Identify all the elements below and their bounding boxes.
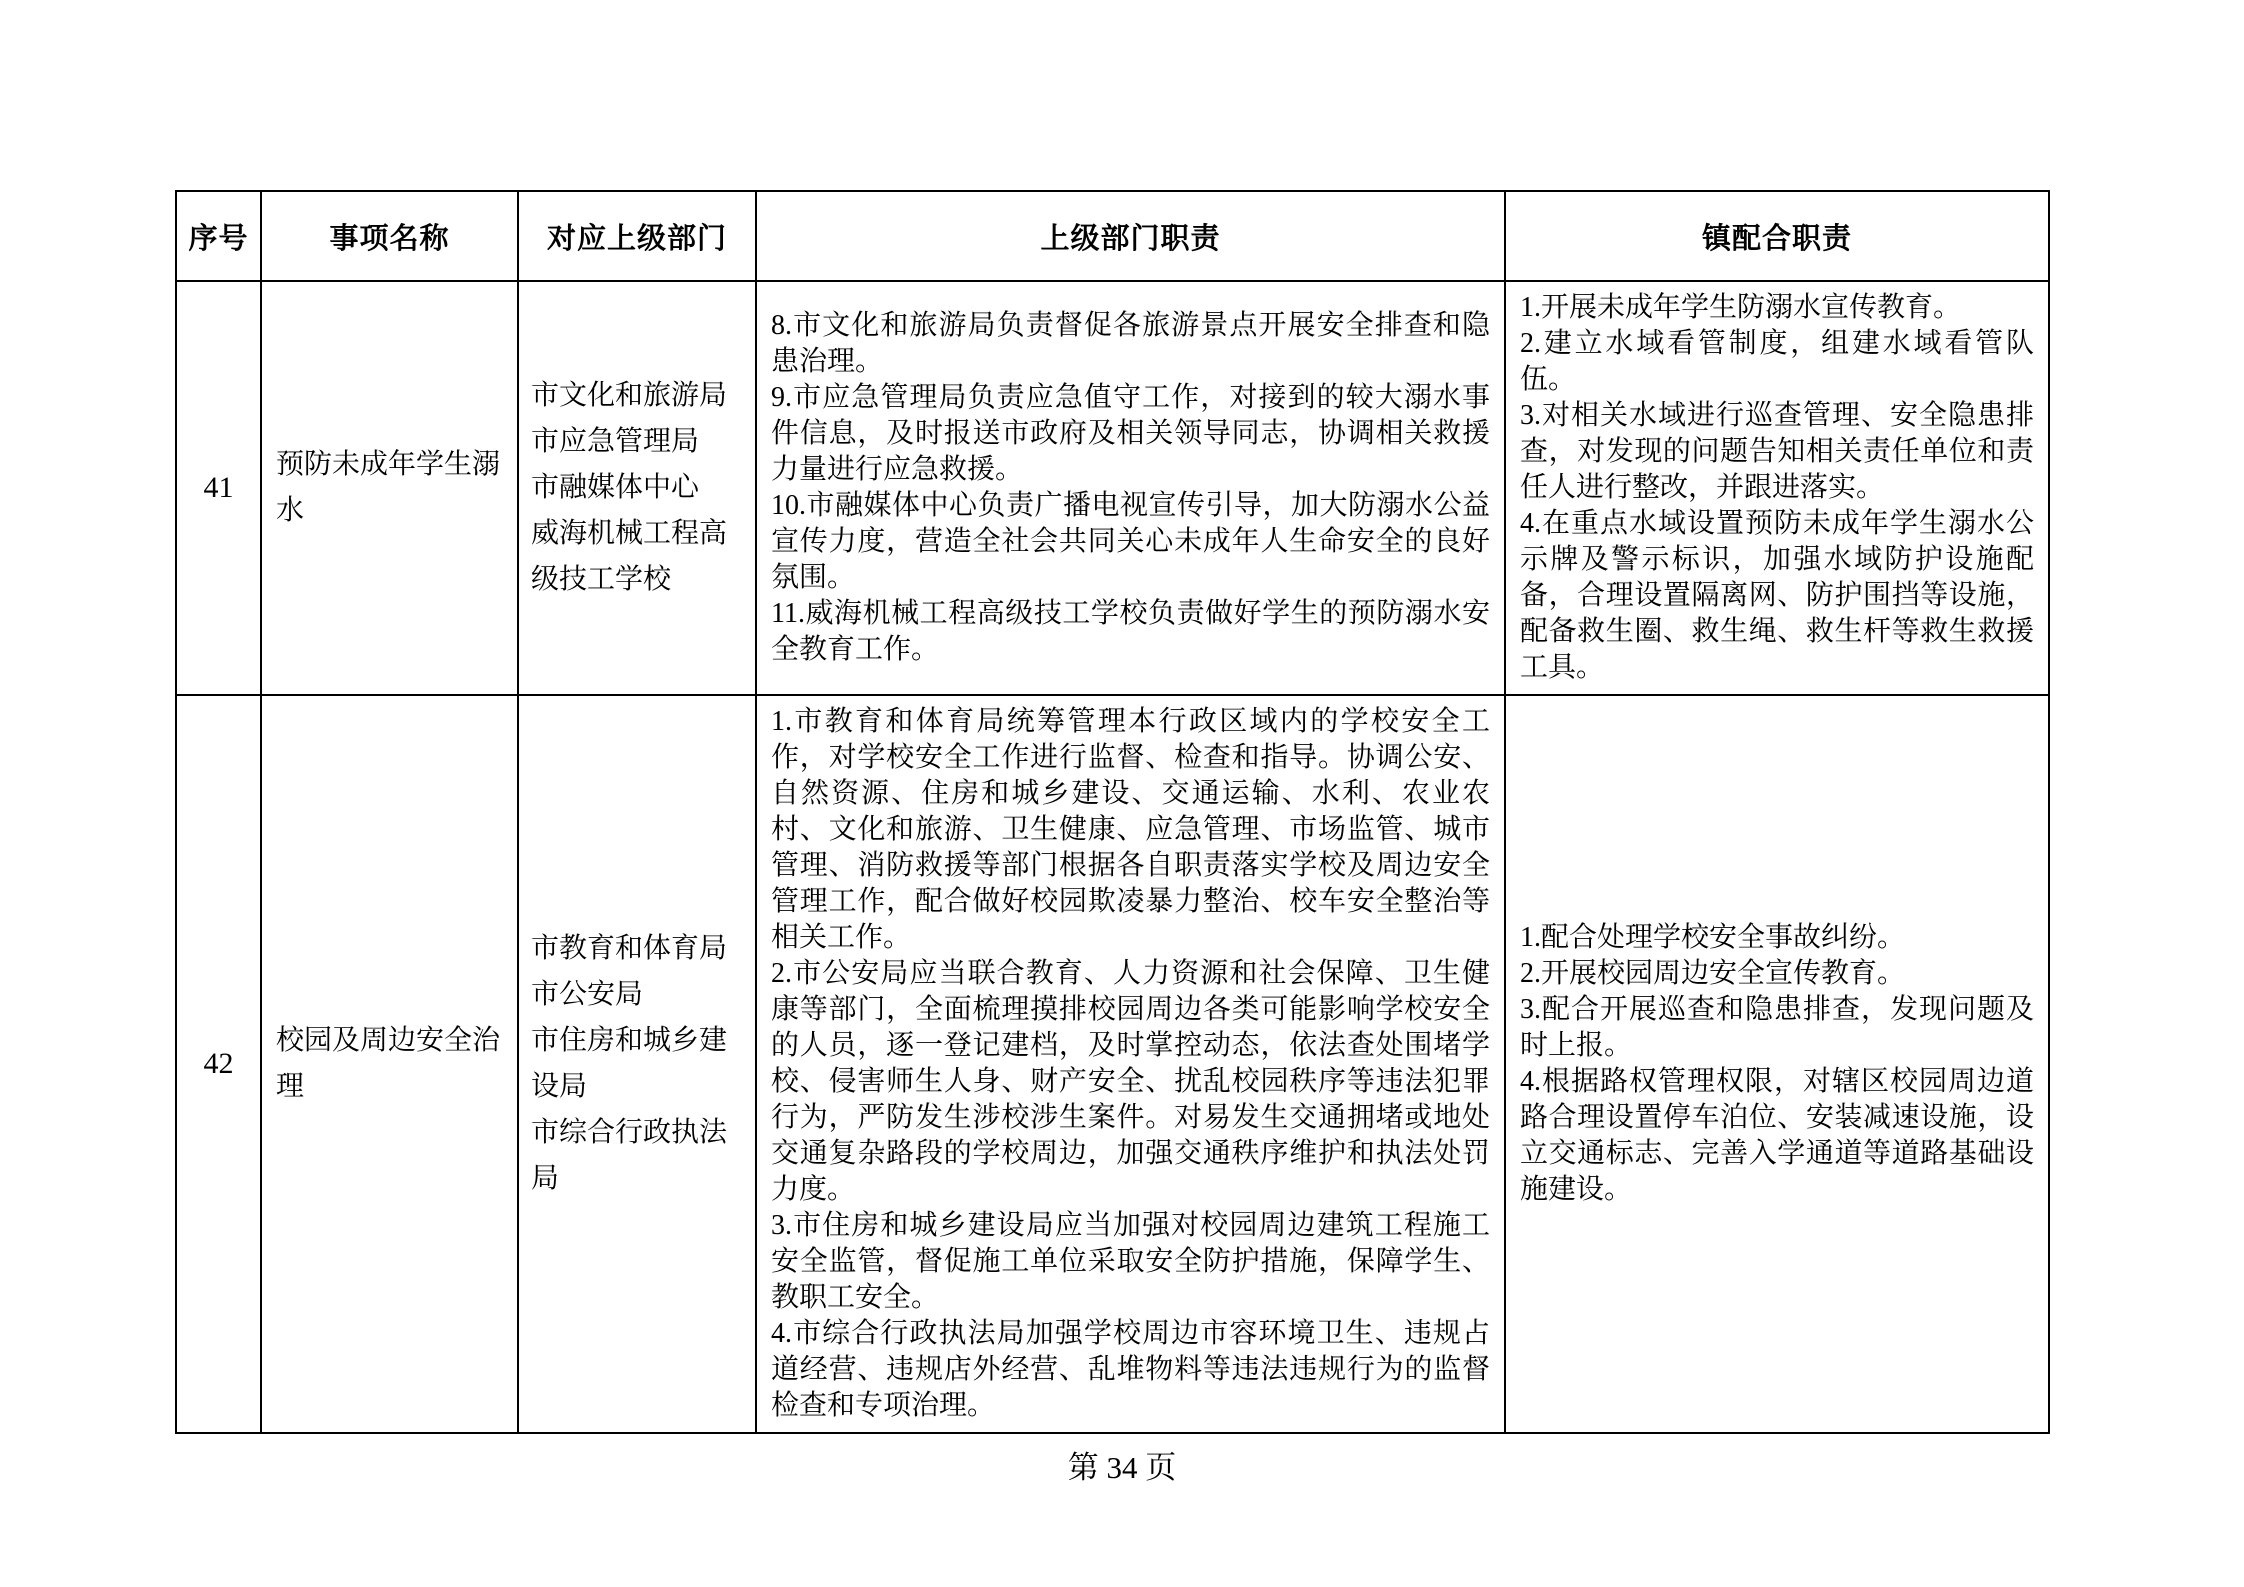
- header-town-duties: 镇配合职责: [1505, 191, 2049, 281]
- superior-duties-cell: [756, 281, 1505, 695]
- superior-duty-paragraph: 9.市应急管理局负责应急值守工作，对接到的较大溺水事件信息，及时报送市政府及相关领导同志，协调相关救援力量进行应急救援。: [771, 382, 1490, 485]
- table-body: [176, 281, 2049, 1433]
- town-duty-paragraph: 4.根据路权管理权限，对辖区校园周边道路合理设置停车泊位、安装减速设施，设立交通标志、完善入学通道等道路基础设施建设。: [1520, 1066, 2034, 1205]
- page-footer: [0, 1442, 2244, 1487]
- department-line: 市文化和旅游局: [531, 380, 728, 411]
- department-line: 市应急管理局: [531, 426, 700, 457]
- row-index-cell: 41: [176, 281, 261, 695]
- table-row: [176, 281, 2049, 695]
- town-duty-paragraph: 2.建立水域看管制度，组建水域看管队伍。: [1520, 328, 2034, 395]
- superior-duty-paragraph: 3.市住房和城乡建设局应当加强对校园周边建筑工程施工安全监管，督促施工单位采取安全防护措施，保障学生、教职工安全。: [771, 1210, 1490, 1313]
- item-name-cell: 校园及周边安全治理: [261, 695, 518, 1433]
- superior-duty-paragraph: 8.市文化和旅游局负责督促各旅游景点开展安全排查和隐患治理。: [771, 310, 1490, 377]
- header-item-name: 事项名称: [261, 191, 518, 281]
- department-line: 市住房和城乡建设局: [531, 1025, 728, 1102]
- superior-duty-paragraph: 11.威海机械工程高级技工学校负责做好学生的预防溺水安全教育工作。: [771, 598, 1490, 665]
- town-duty-paragraph: 3.配合开展巡查和隐患排查，发现问题及时上报。: [1520, 994, 2034, 1061]
- town-duties-cell: [1505, 281, 2049, 695]
- department-line: 威海机械工程高级技工学校: [531, 518, 728, 595]
- department-line: 市综合行政执法局: [531, 1117, 728, 1194]
- row-index-cell: 42: [176, 695, 261, 1433]
- town-duty-paragraph: 1.开展未成年学生防溺水宣传教育。: [1520, 292, 1962, 323]
- header-superior-department: 对应上级部门: [518, 191, 756, 281]
- superior-duty-paragraph: 4.市综合行政执法局加强学校周边市容环境卫生、违规占道经营、违规店外经营、乱堆物料等违法违规行为的监督检查和专项治理。: [771, 1318, 1490, 1421]
- table-header-row: [176, 191, 2049, 281]
- superior-departments-cell: [518, 281, 756, 695]
- header-superior-duties: 上级部门职责: [756, 191, 1505, 281]
- table-row: [176, 695, 2049, 1433]
- header-index: 序号: [176, 191, 261, 281]
- town-duties-cell: [1505, 695, 2049, 1433]
- superior-departments-cell: [518, 695, 756, 1433]
- department-line: 市教育和体育局: [531, 933, 728, 964]
- superior-duty-paragraph: 2.市公安局应当联合教育、人力资源和社会保障、卫生健康等部门，全面梳理摸排校园周边各类可能影响学校安全的人员，逐一登记建档，及时掌控动态，依法查处围堵学校、侵害师生人身、财产安全、扰乱校园秩序等违法犯罪行为，严防发生涉校涉生案件。对易发生交通拥堵或地处交通复杂路段的学校周边，加强交通秩序维护和执法处罚力度。: [771, 958, 1490, 1205]
- item-name-cell: 预防未成年学生溺水: [261, 281, 518, 695]
- page-number-label: 第 34 页: [1067, 1450, 1177, 1485]
- town-duty-paragraph: 4.在重点水域设置预防未成年学生溺水公示牌及警示标识，加强水域防护设施配备，合理设置隔离网、防护围挡等设施，配备救生圈、救生绳、救生杆等救生救援工具。: [1520, 508, 2034, 683]
- responsibilities-table: [175, 190, 2050, 1434]
- town-duty-paragraph: 2.开展校园周边安全宣传教育。: [1520, 958, 1906, 989]
- superior-duties-cell: [756, 695, 1505, 1433]
- town-duty-paragraph: 3.对相关水域进行巡查管理、安全隐患排查，对发现的问题告知相关责任单位和责任人进行整改，并跟进落实。: [1520, 400, 2034, 503]
- department-line: 市融媒体中心: [531, 472, 700, 503]
- superior-duty-paragraph: 1.市教育和体育局统筹管理本行政区域内的学校安全工作，对学校安全工作进行监督、检查和指导。协调公安、自然资源、住房和城乡建设、交通运输、水利、农业农村、文化和旅游、卫生健康、应急管理、市场监管、城市管理、消防救援等部门根据各自职责落实学校及周边安全管理工作，配合做好校园欺凌暴力整治、校车安全整治等相关工作。: [771, 706, 1490, 953]
- superior-duty-paragraph: 10.市融媒体中心负责广播电视宣传引导，加大防溺水公益宣传力度，营造全社会共同关心未成年人生命安全的良好氛围。: [771, 490, 1490, 593]
- town-duty-paragraph: 1.配合处理学校安全事故纠纷。: [1520, 922, 1906, 953]
- department-line: 市公安局: [531, 979, 644, 1010]
